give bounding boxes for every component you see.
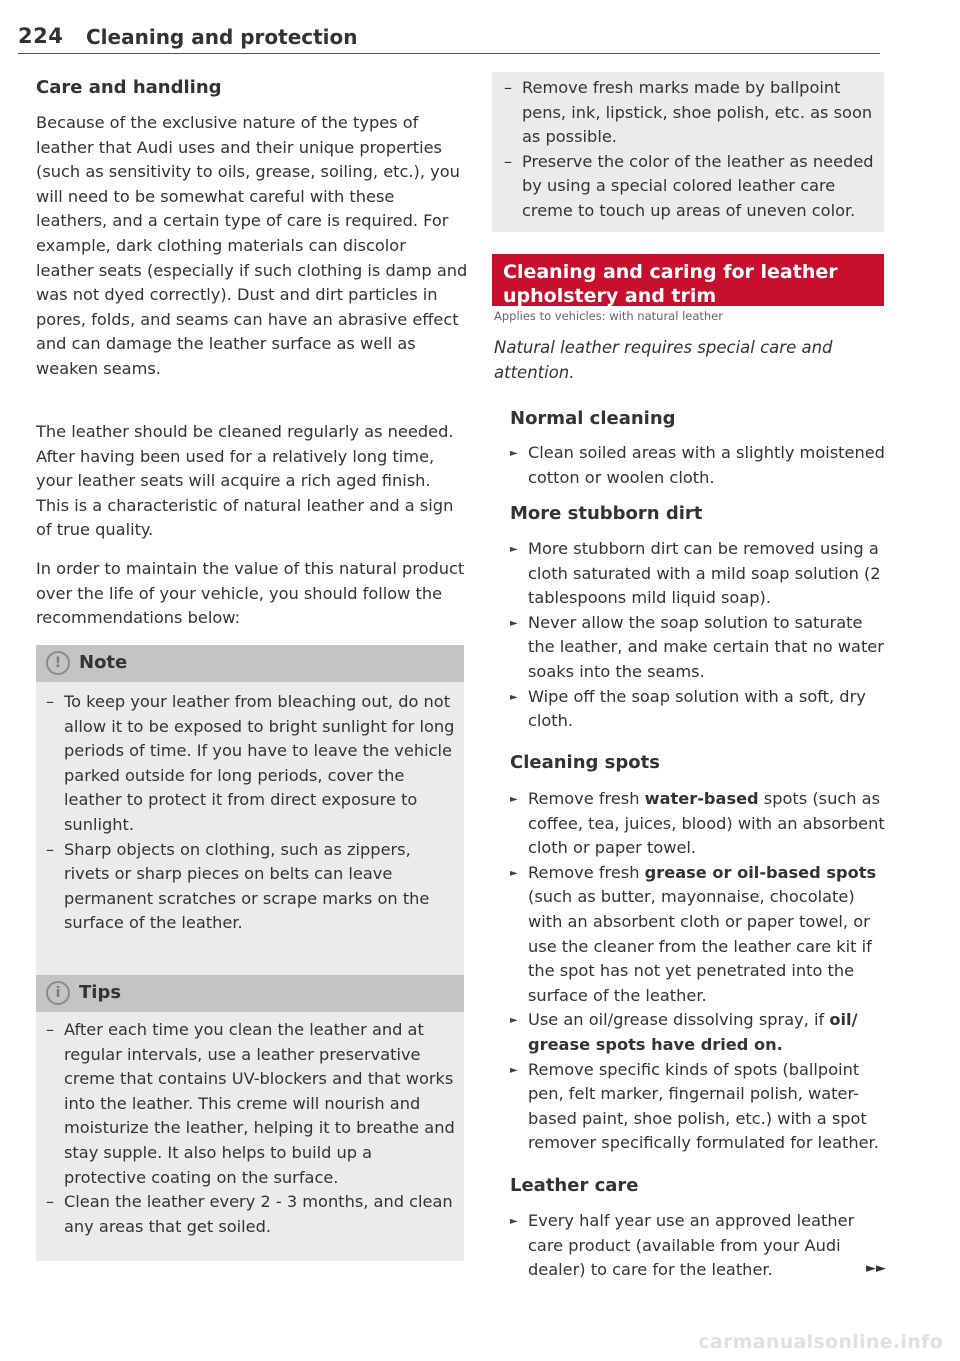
list-item: ► Never allow the soap solution to saturate the leather, and make certain that no water soaks into the seams. (510, 611, 886, 685)
applies-to: Applies to vehicles: with natural leather (494, 309, 723, 323)
leather-care-list (510, 1209, 886, 1283)
text: Remove fresh (528, 789, 645, 808)
list-item (510, 787, 886, 861)
section-intro: Natural leather requires special care and attention. (494, 338, 833, 382)
list-item: – Remove fresh marks made by ballpoint pens, ink, lipstick, shoe polish, etc. as soon as possible. (504, 76, 876, 150)
note-list (46, 690, 456, 936)
paragraph-care-intro: Because of the exclusive nature of the types of leather that Audi uses and their unique properties (such as sensitivity to oils, grease, soiling, etc.), you will need to be somewhat careful with these leathers, and a certain type of care is required. For example, dark clothing materials can discolor leather seats (especially if such clothing is damp and was not dyed correctly). Dust and dirt particles in pores, folds, and seams can have an abrasive effect and can damage the leather surface as well as weaken seams. (36, 113, 468, 378)
tips-continued-list (504, 76, 876, 224)
continue-arrow-icon: ►► (866, 1261, 886, 1276)
text: spots (such as coffee, tea, juices, blood) with an absorbent cloth or paper towel. (528, 789, 885, 858)
list-item: ► Wipe off the soap solution with a soft, dry cloth. (510, 685, 886, 734)
tips-continued-box (492, 72, 884, 232)
list-item: ► Clean soiled areas with a slightly moistened cotton or woolen cloth. (510, 441, 886, 490)
page-header (18, 22, 880, 54)
heading-normal-cleaning: Normal cleaning (510, 408, 676, 429)
list-item: ► More stubborn dirt can be removed using a cloth saturated with a mild soap solution (2 tablespoons mild liquid soap). (510, 537, 886, 611)
text: (such as butter, mayonnaise, chocolate) with an absorbent cloth or paper towel, or use the cleaner from the leather care kit if the spot has not yet penetrated into the surface of the leather. (528, 887, 872, 1005)
list-item (510, 1008, 886, 1057)
note-title: Note (79, 652, 128, 673)
text: Remove fresh (528, 862, 645, 882)
emphasis: grease or oil-based spots (644, 862, 877, 882)
list-item: – After each time you clean the leather and at regular intervals, use a leather preservative creme that contains UV-blockers and that works into the leather. This creme will nourish and moisturize the leather, helping it to breathe and stay supple. It also helps to build up a protective coating on the surface. (46, 1018, 458, 1190)
note-header (36, 645, 464, 682)
info-icon: i (46, 981, 70, 1005)
chapter-title: Cleaning and protection (86, 25, 358, 49)
normal-cleaning-list (510, 441, 886, 490)
heading-stubborn-dirt: More stubborn dirt (510, 503, 703, 524)
section-banner: Cleaning and caring for leather upholstery and trim (492, 254, 884, 306)
tips-title: Tips (79, 982, 122, 1003)
watermark: carmanualsonline.info (698, 1331, 943, 1353)
list-item (510, 861, 886, 1009)
heading-cleaning-spots: Cleaning spots (510, 752, 660, 773)
heading-leather-care: Leather care (510, 1175, 639, 1196)
page-number: 224 (18, 24, 64, 48)
list-item: – Clean the leather every 2 - 3 months, and clean any areas that get soiled. (46, 1190, 458, 1239)
list-item: – To keep your leather from bleaching out, do not allow it to be exposed to bright sunlight for long periods of time. If you have to leave the vehicle parked outside for long periods, cover the leather to protect it from direct exposure to sunlight. (46, 690, 456, 838)
section-title-care-handling: Care and handling (36, 77, 222, 98)
text: Use an oil/grease dissolving spray, if (528, 1010, 830, 1030)
emphasis: oil/ grease spots have dried on. (528, 1010, 858, 1054)
emphasis: water-based (644, 789, 759, 808)
tips-list (46, 1018, 458, 1239)
tips-header (36, 975, 464, 1012)
stubborn-dirt-list (510, 537, 886, 734)
list-item: ► Remove specific kinds of spots (ballpoint pen, felt marker, fingernail polish, water-based paint, shoe polish, etc.) with a spot remover specifically formulated for leather. (510, 1058, 886, 1156)
warning-icon: ! (46, 651, 70, 675)
paragraph-maintain-value: In order to maintain the value of this natural product over the life of your vehicle, you should follow the recommendations below: (36, 559, 465, 628)
list-item: – Preserve the color of the leather as needed by using a special colored leather care creme to touch up areas of uneven color. (504, 150, 876, 224)
list-item: ► Every half year use an approved leather care product (available from your Audi dealer) to care for the leather. (510, 1209, 886, 1283)
list-item: – Sharp objects on clothing, such as zippers, rivets or sharp pieces on belts can leave permanent scratches or scrape marks on the surface of the leather. (46, 838, 456, 936)
paragraph-cleaning-regularly: The leather should be cleaned regularly as needed. After having been used for a relatively long time, your leather seats will acquire a rich aged finish. This is a characteristic of natural leather and a sign of true quality. (36, 422, 454, 540)
cleaning-spots-list (510, 787, 886, 1156)
